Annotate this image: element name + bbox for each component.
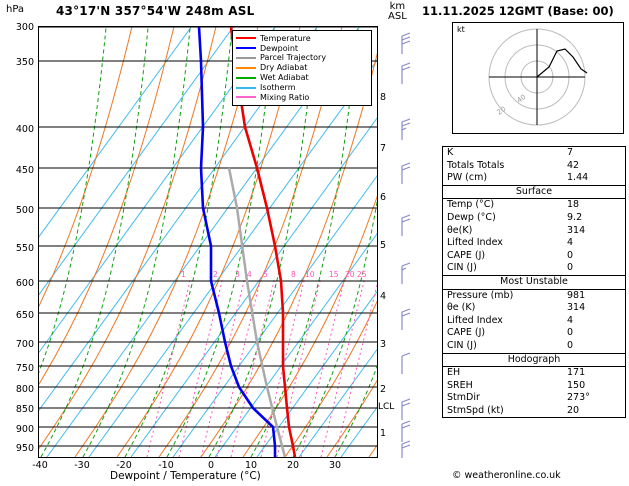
legend-label-mixing-ratio: Mixing Ratio xyxy=(260,92,310,102)
ytick-450: 450 xyxy=(15,165,34,176)
ytick-350: 350 xyxy=(15,57,34,68)
legend-swatch-dry-adiabat xyxy=(236,67,256,69)
mu-row-lifted-index xyxy=(443,315,625,328)
legend-label-parcel-trajectory: Parcel Trajectory xyxy=(260,53,327,63)
hodo-row-sreh xyxy=(443,380,625,393)
index-row-k xyxy=(443,147,625,160)
legend-label-temperature: Temperature xyxy=(260,33,311,43)
hodo-key-eh: EH xyxy=(447,367,461,379)
kmtick-2: 2 xyxy=(380,384,387,395)
mu-key-cin: CIN (J) xyxy=(447,339,477,351)
hodograph-panel xyxy=(452,22,624,134)
mu-key-lifted-index: Lifted Index xyxy=(447,314,503,326)
kmtick-4: 4 xyxy=(380,291,387,302)
ytick-500: 500 xyxy=(15,205,34,216)
indices-table-top xyxy=(442,146,626,418)
surface-row-cape xyxy=(443,250,625,263)
ytick-650: 650 xyxy=(15,310,34,321)
hodo-key-stmspd: StmSpd (kt) xyxy=(447,404,504,416)
index-key-pw: PW (cm) xyxy=(447,172,488,184)
index-value-pw: 1.44 xyxy=(567,172,589,184)
svg-text:10: 10 xyxy=(305,270,315,279)
svg-text:20: 20 xyxy=(495,104,508,117)
hodograph-section-header: Hodograph xyxy=(443,353,625,368)
legend-label-isotherm: Isotherm xyxy=(260,83,296,93)
surface-value-cape: 0 xyxy=(567,249,574,261)
surface-key-theta-e: θe(K) xyxy=(447,224,473,236)
index-key-k: K xyxy=(447,147,454,158)
mu-value-pressure: 981 xyxy=(567,289,586,301)
xtick--10: -10 xyxy=(158,460,174,471)
hodo-row-eh xyxy=(443,367,625,380)
surface-value-lifted-index: 4 xyxy=(567,237,574,249)
date-title: 11.11.2025 12GMT (Base: 00) xyxy=(422,4,614,18)
surface-key-temp: Temp (°C) xyxy=(447,199,495,211)
svg-text:25: 25 xyxy=(357,270,367,279)
mu-row-cape xyxy=(443,327,625,340)
hodo-key-sreh: SREH xyxy=(447,379,473,391)
ytick-800: 800 xyxy=(15,384,34,395)
wind-barb-column xyxy=(392,26,420,458)
xtick-10: 10 xyxy=(244,460,258,471)
svg-text:5: 5 xyxy=(263,270,268,279)
xtick--40: -40 xyxy=(32,460,48,471)
index-key-totals-totals: Totals Totals xyxy=(447,159,505,171)
surface-key-cin: CIN (J) xyxy=(447,262,477,274)
index-row-totals-totals xyxy=(443,160,625,173)
legend-swatch-parcel-trajectory xyxy=(236,57,256,59)
mu-key-cape: CAPE (J) xyxy=(447,327,486,339)
station-title: 43°17'N 357°54'W 248m ASL xyxy=(56,4,255,18)
altitude-unit-label xyxy=(388,2,407,22)
xtick-0: 0 xyxy=(207,460,215,471)
surface-row-cin xyxy=(443,262,625,275)
kmtick-3: 3 xyxy=(380,339,387,350)
svg-text:8: 8 xyxy=(291,270,296,279)
surface-row-lifted-index xyxy=(443,237,625,250)
kmtick-1: 1 xyxy=(380,428,387,439)
km-label-line1: km xyxy=(389,1,406,12)
svg-text:20: 20 xyxy=(345,270,355,279)
legend-item-parcel-trajectory xyxy=(236,53,368,63)
legend-swatch-dewpoint xyxy=(236,47,256,49)
svg-text:3: 3 xyxy=(235,270,240,279)
legend-swatch-wet-adiabat xyxy=(236,77,256,79)
ytick-400: 400 xyxy=(15,124,34,135)
chart-legend xyxy=(232,30,372,106)
mu-value-lifted-index: 4 xyxy=(567,314,574,326)
legend-item-dry-adiabat xyxy=(236,63,368,73)
kmtick-8: 8 xyxy=(380,92,387,103)
ytick-950: 950 xyxy=(15,443,34,454)
mu-value-cin: 0 xyxy=(567,339,574,351)
ytick-900: 900 xyxy=(15,424,34,435)
hodo-row-stmdir xyxy=(443,392,625,405)
legend-item-mixing-ratio xyxy=(236,93,368,103)
surface-value-theta-e: 314 xyxy=(567,224,586,236)
surface-key-dewp: Dewp (°C) xyxy=(447,211,496,223)
lcl-label: LCL xyxy=(378,402,395,412)
surface-row-dewp xyxy=(443,212,625,225)
right-panel xyxy=(420,0,629,486)
surface-row-theta-e xyxy=(443,225,625,238)
legend-item-dewpoint xyxy=(236,43,368,53)
ytick-850: 850 xyxy=(15,404,34,415)
xtick--30: -30 xyxy=(74,460,90,471)
legend-item-wet-adiabat xyxy=(236,73,368,83)
svg-text:1: 1 xyxy=(181,270,186,279)
ytick-700: 700 xyxy=(15,339,34,350)
kmtick-7: 7 xyxy=(380,143,387,154)
legend-swatch-mixing-ratio xyxy=(236,96,256,98)
mu-row-theta-e xyxy=(443,302,625,315)
mu-value-cape: 0 xyxy=(567,327,574,339)
copyright-credit: © weatheronline.co.uk xyxy=(452,470,561,481)
hodo-row-stmspd xyxy=(443,405,625,418)
ytick-750: 750 xyxy=(15,363,34,374)
svg-text:2: 2 xyxy=(213,270,218,279)
legend-label-dewpoint: Dewpoint xyxy=(260,43,299,53)
kmtick-5: 5 xyxy=(380,240,387,251)
ytick-300: 300 xyxy=(15,22,34,33)
mu-key-theta-e: θe (K) xyxy=(447,302,476,314)
x-axis-title: Dewpoint / Temperature (°C) xyxy=(110,470,261,482)
surface-value-cin: 0 xyxy=(567,262,574,274)
ytick-550: 550 xyxy=(15,243,34,254)
xtick--20: -20 xyxy=(116,460,132,471)
legend-label-dry-adiabat: Dry Adiabat xyxy=(260,63,308,73)
pressure-unit-label: hPa xyxy=(6,4,25,15)
svg-text:40: 40 xyxy=(515,92,528,105)
legend-swatch-isotherm xyxy=(236,87,256,89)
hodo-value-stmdir: 273° xyxy=(567,392,590,404)
legend-item-temperature xyxy=(236,33,368,43)
surface-key-lifted-index: Lifted Index xyxy=(447,237,503,249)
mu-row-cin xyxy=(443,340,625,353)
most-unstable-section-header: Most Unstable xyxy=(443,275,625,290)
hodograph-unit-label: kt xyxy=(457,25,465,34)
xtick-30: 30 xyxy=(328,460,342,471)
mu-key-pressure: Pressure (mb) xyxy=(447,289,514,301)
index-value-totals-totals: 42 xyxy=(567,159,580,171)
xtick-20: 20 xyxy=(286,460,300,471)
svg-text:15: 15 xyxy=(329,270,339,279)
legend-swatch-temperature xyxy=(236,37,256,39)
km-label-line2: ASL xyxy=(388,11,407,22)
hodo-value-eh: 171 xyxy=(567,367,586,379)
surface-key-cape: CAPE (J) xyxy=(447,249,486,261)
index-row-pw xyxy=(443,172,625,185)
hodo-value-sreh: 150 xyxy=(567,379,586,391)
legend-label-wet-adiabat: Wet Adiabat xyxy=(260,73,309,83)
svg-text:4: 4 xyxy=(247,270,252,279)
surface-row-temp xyxy=(443,199,625,212)
legend-item-isotherm xyxy=(236,83,368,93)
surface-section-header: Surface xyxy=(443,185,625,200)
kmtick-6: 6 xyxy=(380,192,387,203)
hodo-value-stmspd: 20 xyxy=(567,404,580,416)
surface-value-dewp: 9.2 xyxy=(567,211,583,223)
mu-row-pressure xyxy=(443,290,625,303)
mu-value-theta-e: 314 xyxy=(567,302,586,314)
surface-value-temp: 18 xyxy=(567,199,580,211)
ytick-600: 600 xyxy=(15,278,34,289)
index-value-k: 7 xyxy=(567,147,574,158)
hodo-key-stmdir: StmDir xyxy=(447,392,480,404)
